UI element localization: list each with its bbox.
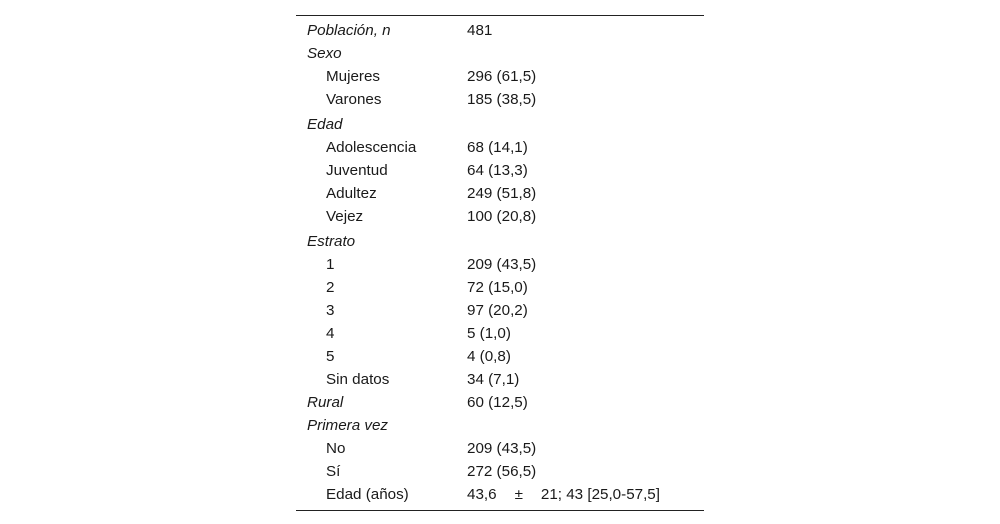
row-value: 64 (13,3) [467, 162, 528, 179]
sd-median-range-value: 21; 43 [25,0-57,5] [540, 486, 660, 503]
table-row [296, 136, 704, 159]
row-label: Rural [307, 394, 344, 411]
row-label: Sí [326, 463, 341, 480]
row-value: 481 [467, 22, 493, 39]
table-row [296, 391, 704, 414]
table-row [296, 182, 704, 205]
table-row [296, 230, 704, 253]
row-label: Mujeres [326, 68, 381, 85]
row-label: Población, n [307, 22, 391, 39]
row-value: 272 (56,5) [467, 463, 537, 480]
row-label: Primera vez [307, 417, 389, 434]
table-row [296, 205, 704, 228]
table-row [296, 345, 704, 368]
demographics-table [296, 15, 704, 511]
table-row [296, 460, 704, 483]
table-row [296, 253, 704, 276]
table-row [296, 322, 704, 345]
row-label: Estrato [307, 233, 356, 250]
row-value: 296 (61,5) [467, 68, 537, 85]
table-row [296, 65, 704, 88]
table-row [296, 88, 704, 111]
plus-minus-symbol: ± [514, 486, 523, 503]
table-row [296, 42, 704, 65]
table-row [296, 159, 704, 182]
row-value: 185 (38,5) [467, 91, 537, 108]
row-label: Edad (años) [326, 486, 409, 503]
table-row [296, 483, 704, 506]
row-value: 72 (15,0) [467, 279, 528, 296]
row-label: 1 [326, 256, 335, 273]
row-label: Vejez [326, 208, 364, 225]
row-value [456, 483, 704, 506]
row-label: No [326, 440, 346, 457]
row-value: 97 (20,2) [467, 302, 528, 319]
table-row [296, 19, 704, 42]
table-row [296, 437, 704, 460]
row-label: 2 [326, 279, 335, 296]
table-row [296, 414, 704, 437]
row-value: 249 (51,8) [467, 185, 537, 202]
row-label: Adultez [326, 185, 377, 202]
row-value: 34 (7,1) [467, 371, 520, 388]
row-label: 5 [326, 348, 335, 365]
row-label: Adolescencia [326, 139, 417, 156]
row-value: 60 (12,5) [467, 394, 528, 411]
table-row [296, 113, 704, 136]
row-value: 209 (43,5) [467, 440, 537, 457]
row-value: 5 (1,0) [467, 325, 511, 342]
row-label: Varones [326, 91, 382, 108]
row-label: Edad [307, 116, 343, 133]
table-row [296, 368, 704, 391]
row-label: Sexo [307, 45, 342, 62]
row-label: 4 [326, 325, 335, 342]
row-label: 3 [326, 302, 335, 319]
row-value: 209 (43,5) [467, 256, 537, 273]
row-label: Juventud [326, 162, 388, 179]
row-value: 100 (20,8) [467, 208, 537, 225]
row-label: Sin datos [326, 371, 390, 388]
row-value: 4 (0,8) [467, 348, 511, 365]
mean-value: 43,6 [467, 486, 497, 503]
table-row [296, 276, 704, 299]
row-value: 68 (14,1) [467, 139, 528, 156]
table-row [296, 299, 704, 322]
